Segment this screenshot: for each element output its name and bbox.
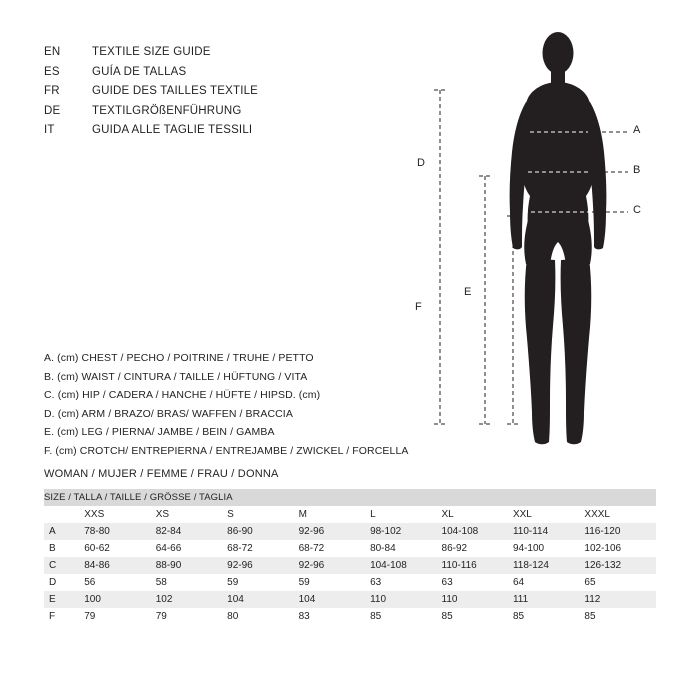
cell: 92-96 (299, 557, 370, 574)
cell: 102-106 (584, 540, 656, 557)
column-header-xs: XS (156, 506, 227, 523)
cell: 86-92 (442, 540, 513, 557)
legend-item: D. (cm) ARM / BRAZO/ BRAS/ WAFFEN / BRACCIA (44, 407, 293, 420)
figure-label-e: E (464, 286, 472, 298)
cell: 64 (513, 574, 584, 591)
table-row (44, 557, 656, 574)
cell: 104 (227, 591, 298, 608)
language-title-block (44, 43, 258, 141)
cell: 80 (227, 608, 298, 625)
cell: 63 (370, 574, 441, 591)
cell: 80-84 (370, 540, 441, 557)
cell: 110 (370, 591, 441, 608)
column-header-xl: XL (442, 506, 513, 523)
row-label: B (44, 540, 84, 557)
cell: 79 (84, 608, 155, 625)
table-row (44, 591, 656, 608)
cell: 86-90 (227, 523, 298, 540)
cell: 112 (584, 591, 656, 608)
column-header-xxl: XXL (513, 506, 584, 523)
language-title: GUIDA ALLE TAGLIE TESSILI (92, 124, 253, 136)
table-row (44, 540, 656, 557)
cell: 111 (513, 591, 584, 608)
cell: 85 (442, 608, 513, 625)
figure-label-a: A (633, 124, 641, 136)
cell: 110 (442, 591, 513, 608)
cell: 82-84 (156, 523, 227, 540)
cell: 126-132 (584, 557, 656, 574)
cell: 118-124 (513, 557, 584, 574)
cell: 78-80 (84, 523, 155, 540)
table-header-title: SIZE / TALLA / TAILLE / GRÖSSE / TAGLIA (44, 489, 656, 506)
cell: 88-90 (156, 557, 227, 574)
cell: 104 (299, 591, 370, 608)
cell: 58 (156, 574, 227, 591)
cell: 100 (84, 591, 155, 608)
language-title: GUÍA DE TALLAS (92, 65, 187, 78)
cell: 110-116 (442, 557, 513, 574)
column-header-xxxl: XXXL (584, 506, 656, 523)
language-code: FR (44, 85, 60, 97)
cell: 79 (156, 608, 227, 625)
cell: 102 (156, 591, 227, 608)
cell: 98-102 (370, 523, 441, 540)
table-header-row (44, 489, 656, 506)
language-code: ES (44, 65, 60, 78)
language-title: TEXTILE SIZE GUIDE (92, 46, 211, 58)
cell: 68-72 (299, 540, 370, 557)
gender-label: WOMAN / MUJER / FEMME / FRAU / DONNA (44, 468, 279, 480)
cell: 64-66 (156, 540, 227, 557)
cell: 83 (299, 608, 370, 625)
language-code: DE (44, 104, 61, 117)
cell: 60-62 (84, 540, 155, 557)
figure-label-b: B (633, 164, 641, 176)
figure-label-c: C (633, 204, 641, 216)
table-row (44, 608, 656, 625)
column-header-xxs: XXS (84, 506, 155, 523)
cell: 92-96 (299, 523, 370, 540)
language-row (44, 102, 258, 122)
row-label: E (44, 591, 84, 608)
cell: 104-108 (370, 557, 441, 574)
language-code: IT (44, 124, 55, 136)
cell: 104-108 (442, 523, 513, 540)
cell: 59 (227, 574, 298, 591)
cell: 116-120 (584, 523, 656, 540)
legend-item: A. (cm) CHEST / PECHO / POITRINE / TRUHE / PETTO (44, 352, 314, 364)
figure-label-f: F (415, 301, 422, 313)
cell: 68-72 (227, 540, 298, 557)
language-row (44, 63, 258, 83)
legend-item: B. (cm) WAIST / CINTURA / TAILLE / HÜFTUNG / VITA (44, 370, 308, 383)
cell: 85 (370, 608, 441, 625)
cell: 59 (299, 574, 370, 591)
language-row (44, 82, 258, 102)
legend-item: C. (cm) HIP / CADERA / HANCHE / HÜFTE / HIPSD. (cm) (44, 389, 321, 402)
cell: 85 (513, 608, 584, 625)
column-header-m: M (299, 506, 370, 523)
cell: 84-86 (84, 557, 155, 574)
legend-item: F. (cm) CROTCH/ ENTREPIERNA / ENTREJAMBE / ZWICKEL / FORCELLA (44, 444, 409, 457)
size-table (44, 489, 656, 625)
legend-item: E. (cm) LEG / PIERNA/ JAMBE / BEIN / GAMBA (44, 426, 275, 439)
language-code: EN (44, 46, 61, 58)
cell: 65 (584, 574, 656, 591)
cell: 92-96 (227, 557, 298, 574)
female-silhouette-icon (400, 20, 680, 470)
language-row (44, 43, 258, 63)
figure-label-d: D (417, 157, 425, 169)
table-column-row (44, 506, 656, 523)
language-title: GUIDE DES TAILLES TEXTILE (92, 85, 259, 97)
column-header-s: S (227, 506, 298, 523)
language-title: TEXTILGRÖßENFÜHRUNG (92, 104, 242, 117)
language-row (44, 121, 258, 141)
figure-diagram (400, 20, 680, 470)
row-label: C (44, 557, 84, 574)
column-header-l: L (370, 506, 441, 523)
cell: 63 (442, 574, 513, 591)
table-row (44, 523, 656, 540)
table-row (44, 574, 656, 591)
row-label: D (44, 574, 84, 591)
cell: 110-114 (513, 523, 584, 540)
column-header-blank (44, 506, 84, 523)
size-table-wrapper (44, 489, 656, 625)
cell: 56 (84, 574, 155, 591)
row-label: F (44, 608, 84, 625)
row-label: A (44, 523, 84, 540)
measurement-legend (44, 349, 409, 461)
cell: 85 (584, 608, 656, 625)
cell: 94-100 (513, 540, 584, 557)
